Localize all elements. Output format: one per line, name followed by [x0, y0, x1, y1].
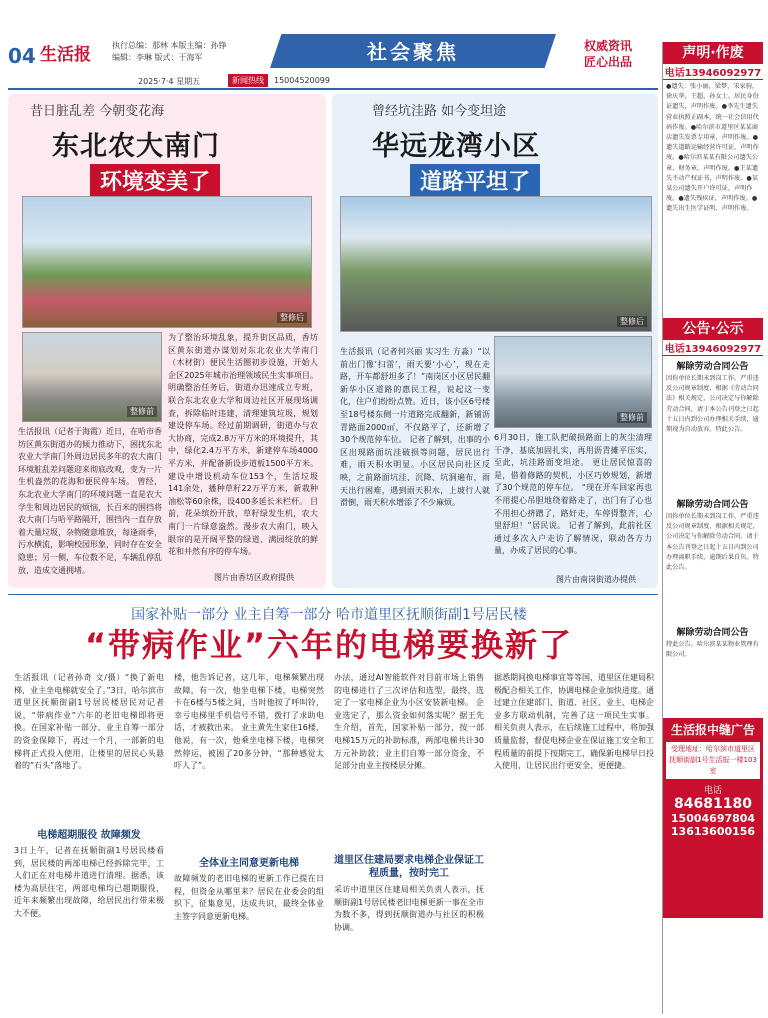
story3-subhead-1: 电梯超期服役 故障频发 [37, 830, 141, 841]
sidebar-ad-tel-2: 15004697804 [670, 812, 756, 825]
slogan-line-2: 匠心出品 [584, 55, 633, 69]
story2-kicker: 曾经坑洼路 如今变坦途 [372, 104, 507, 119]
sidebar-notice-phone: 电话13946092977 [663, 64, 763, 80]
slogan-line-1: 权威资讯 [584, 39, 633, 53]
sidebar-announce-phone: 电话13946092977 [663, 340, 763, 356]
sidebar-notice-title-3: 解除劳动合同公告 [676, 628, 749, 638]
editor-line-2: 编辑：李琳 版式：于海军 [112, 53, 203, 62]
sidebar-ad-title: 生活报中缝广告 [670, 723, 755, 737]
sidebar-ad-tel-label: 电话 [703, 786, 722, 796]
page-number: 04 [8, 44, 36, 68]
story2-photo2-caption: 整修前 [617, 412, 647, 423]
sidebar-notice-text: ●遗失：张小丽，梁梦，宋家驹，徐庆华，王超，孙女士。居民身份证遗失，声明作废。●李先生遗失营业执照正副本，统一社会信用代码作废。●哈尔滨市道里区某某商店遗失发票专用章，声明作废。●遗失道路运输经营许可证，声明作废。●哈尔滨某某有限公司遗失公章、财务章，声明作废。●王某遗失不动产权证书，声明作废。●某某公司遗失开户许可证，声明作废。●遗失残疾证，声明作废。●遗失出生医学证明，声明作废。 [666, 83, 759, 213]
slogan [584, 38, 632, 70]
story3-subhead-3: 道里区住建局要求电梯企业保证工程质量，按时完工 [334, 855, 484, 879]
story1-photo-caption: 整修后 [277, 312, 307, 323]
issue-date: 2025·7·4 星期五 [138, 77, 201, 86]
header-divider [8, 88, 658, 90]
hotline-number: 15004520099 [274, 76, 330, 85]
story1-photo-after [22, 196, 312, 328]
sidebar-notice-header: 声明·作废 [663, 42, 763, 64]
story1-body-col2: 为了整治环境乱象，提升街区品质，香坊区黄东街道办谋划对东北农业大学南门（木材街）便民生活圈初步设施，开始人企区2025年城市治理领域民生实事项目。明确整治任务后，街道办迅速成立专班，联合东北农业大学和周边社区开展现场调查，拆除临时违建，清理建筑垃圾，规划建设停车场。经过前期调研，街道办与农大协商，完成2.8万平方米的环境提升，其中，绿化2.4万平方米，新建停车场4000平方米，并配备新设步道板1500平方米。 建设中增设机动车位153个，生活垃圾141余处，播种草籽22万平方米，新栽种油松等60余株，设400多延长米栏杆。 目前，花朵缤纷开放，草籽绿发生机，农大南门一片绿意盎然。漫步农大南门，映入眼帘的是开阔平整的绿道、满园绽放的鲜花和井然有序的停车场。 [168, 333, 318, 557]
story2-body-col1: 生活报讯（记者何兴丽 实习生 方淼）“以前出门像‘扫雷’，雨天要‘小心’，现在走路，开车都舒坦多了！”南岗区小区居民翻新华小区道路的惠民工程，说起这一变化，住户们纷纷点赞。近日，该小区6号楼至18号楼东侧一片道路完成翻新，新铺沥青路面2000㎡，不仅路平了，还新增了30个规范停车位。 记者了解到，出事的小区出现路面坑洼破损等问题，居民出行难，雨天积水明显。小区居民向社区反映，之前路面坑洼、沉降、坑洞遍布，雨天出行困难，遇到雨天积水，上坡行人就滑倒，雨天积水增添了不少麻烦。 [340, 347, 490, 508]
story1-body-col1: 生活报讯（记者于海霞）近日，在哈市香坊区黄东街道办的倾力推动下，困扰东北农业大学南门外周边居民多年的农大南门环境脏乱差问题迎来彻底改观，变为一片生机盎然的花海和便民停车场。 曾经，东北农业大学南门的环境问题一直是农大学生和周边居民的烦恼，长百米的围挡将农大南门与哈平路隔开，围挡内一直存放着大量垃圾，杂物随意堆放，每逢雨季，污水横流，影响校园形象，同时存在安全隐患；另一侧，车位数不足，车辆乱停乱放，造成交通拥堵。 [18, 427, 162, 575]
sidebar-announce-header: 公告·公示 [663, 318, 763, 340]
story3-col3-text-b: 采访中道里区住建局相关负责人表示，抚顺街副1号居民楼老旧电梯更新一事在全市为数不多，得到抚顺街道办与社区的积极协调。 [334, 885, 484, 932]
story3-col2 [174, 672, 324, 1012]
sidebar-ad-tel-3: 13613600156 [670, 825, 756, 838]
story2-photo-credit: 图片由南岗街道办提供 [556, 575, 636, 584]
story1-photo-before [22, 332, 162, 422]
sidebar-ad-box [663, 718, 763, 918]
story3-col3-text: 办法，通过AI智能软件对目前市场上销售的电梯进行了三次评估和选型，最终，选定了一家电梯企业为小区安装新电梯。 企业选定了，那么资金如何落实呢？据王先生介绍，首先，国家补贴一部分，按一部电梯15万元的补助标准，两部电梯共计30万元补助款；业主们自筹一部分资金，不足部分由业主按楼层分摊。 [334, 673, 484, 771]
story3-subtitle: 国家补贴一部分 业主自筹一部分 哈市道里区抚顺街副1号居民楼 [131, 607, 527, 623]
section-divider [8, 594, 658, 595]
story1-kicker: 昔日脏乱差 今朝变花海 [30, 104, 165, 119]
story3-col2-text-b: 故障频发的老旧电梯的更新工作已提在日程，但资金从哪里来？居民在业委会的组织下，征集意见，达成共识，最终全体业主签字同意更新电梯。 [174, 874, 324, 921]
sidebar-notice-title-1: 解除劳动合同公告 [676, 362, 749, 372]
story3-col2-text: 楼，他告诉记者，这几年，电梯频繁出现故障，有一次，他坐电梯下楼，电梯突然卡在6楼与5楼之间，当时他按了呼叫铃，幸亏电梯里手机信号不错，拨打了求助电话，才被救出来。 业主黄先生家住16楼，他说，有一次，他乘坐电梯下楼，电梯突然停运，被困了20多分钟，“那种感觉太吓人了”。 [174, 673, 324, 771]
story2-highlight: 道路平坦了 [410, 164, 540, 197]
story3-headline: “带病作业”六年的电梯要换新了 [84, 626, 574, 664]
story3-col1 [14, 672, 164, 1012]
sidebar-notice-title-2: 解除劳动合同公告 [676, 500, 749, 510]
sidebar-notice-body-2: 因你单位长期未到岗工作，严重违反公司规章制度，根据相关规定，公司决定与你解除劳动合同。请于本公告刊登之日起十五日内到公司办理离职手续，逾期后果自负。特此公告。 [666, 513, 759, 572]
sidebar-ad-tel-1: 84681180 [674, 796, 752, 812]
story3-col1-text: 生活报讯（记者孙奇 文/摄）“换了新电梯，业主坐电梯就安全了。”3日，哈尔滨市道里区抚顺街副1号居民楼居民对记者说，“带病作业”六年的老旧电梯即将更换。在国家补贴一部分、业主自筹一部分的资金保障下，再过一个月，一部新的电梯将正式投入使用，让楼里的居民心头悬着的“石头”落地了。 [14, 673, 164, 771]
sidebar-ad-address: 受理地址：哈尔滨市道里区抚顺街副1号生活报一楼103室 [666, 742, 760, 779]
story1-photo2-caption: 整修前 [127, 406, 157, 417]
classified-sidebar [662, 42, 762, 1014]
sidebar-notice-body-3: 特此公告。哈尔滨某某物业管理有限公司。 [666, 641, 759, 659]
story1-highlight: 环境变美了 [90, 164, 220, 197]
editor-credits [112, 40, 227, 64]
story2-photo-before [494, 336, 652, 428]
story2-body-col2: 6月30日，施工队把破损路面上的灰尘清理干净，基底加固扎实，再用沥青摊平压实，至此，坑洼路面变坦途。 更让居民惊喜的是，借着修路的契机，小区巧妙规划，新增了30个规范的停车位。 “现在开车回家再也不用提心吊胆地绕着路走了，出门有了心也不用担心挤蹭了，路好走，车停得整齐，心里舒坦！”居民说。 记者了解到，此前社区通过多次入户走访了解情况，联动各方力量，办成了居民的心事。 [494, 433, 652, 556]
story1-photo-credit: 图片由香坊区政府提供 [214, 573, 294, 582]
section-title: 社会聚焦 [367, 40, 459, 64]
sidebar-notice-body-1: 因你单位长期未到岗工作，严重违反公司规章制度，根据《劳动合同法》相关规定，公司决定与你解除劳动合同，请于本公告刊登之日起十五日内到公司办理相关手续，逾期视为自动放弃。特此公告。 [666, 375, 759, 434]
story3-col1-text-b: 3日上午，记者在抚顺街副1号居民楼看到，居民楼的两部电梯已经拆除完毕，工人们正在对电梯井道进行清理。据悉，该楼为高层住宅，两部电梯均已超期服役，近年来频繁出现故障，给居民出行带来极大不便。 [14, 846, 164, 918]
story2-photo-caption: 整修后 [617, 316, 647, 327]
story3-col3 [334, 672, 484, 1012]
story3-col4-text: 据悉期间换电梯事宜等等国，道里区住建局积极配合相关工作，协调电梯企业加快进度。通过建立住建部门、街道、社区、业主、电梯企业多方联动机制，完善了这一项民生实事。 相关负责人表示，在后续施工过程中，将加强质量监督，督促电梯企业在保证施工安全和工程质量的前提下按期完工，确保新电梯早日投入使用，让居民出行更安全、更便捷。 [494, 673, 654, 771]
editor-line-1: 执行总编：那林 本版主编：孙铮 [112, 41, 227, 50]
story2-photo-after [340, 196, 652, 332]
story2-title: 华远龙湾小区 [372, 131, 540, 162]
story3-subhead-2: 全体业主同意更新电梯 [199, 858, 299, 869]
story1-title: 东北农大南门 [52, 131, 220, 162]
masthead-logo: 生活报 [40, 45, 91, 65]
hotline-label: 新闻热线 [228, 74, 268, 87]
